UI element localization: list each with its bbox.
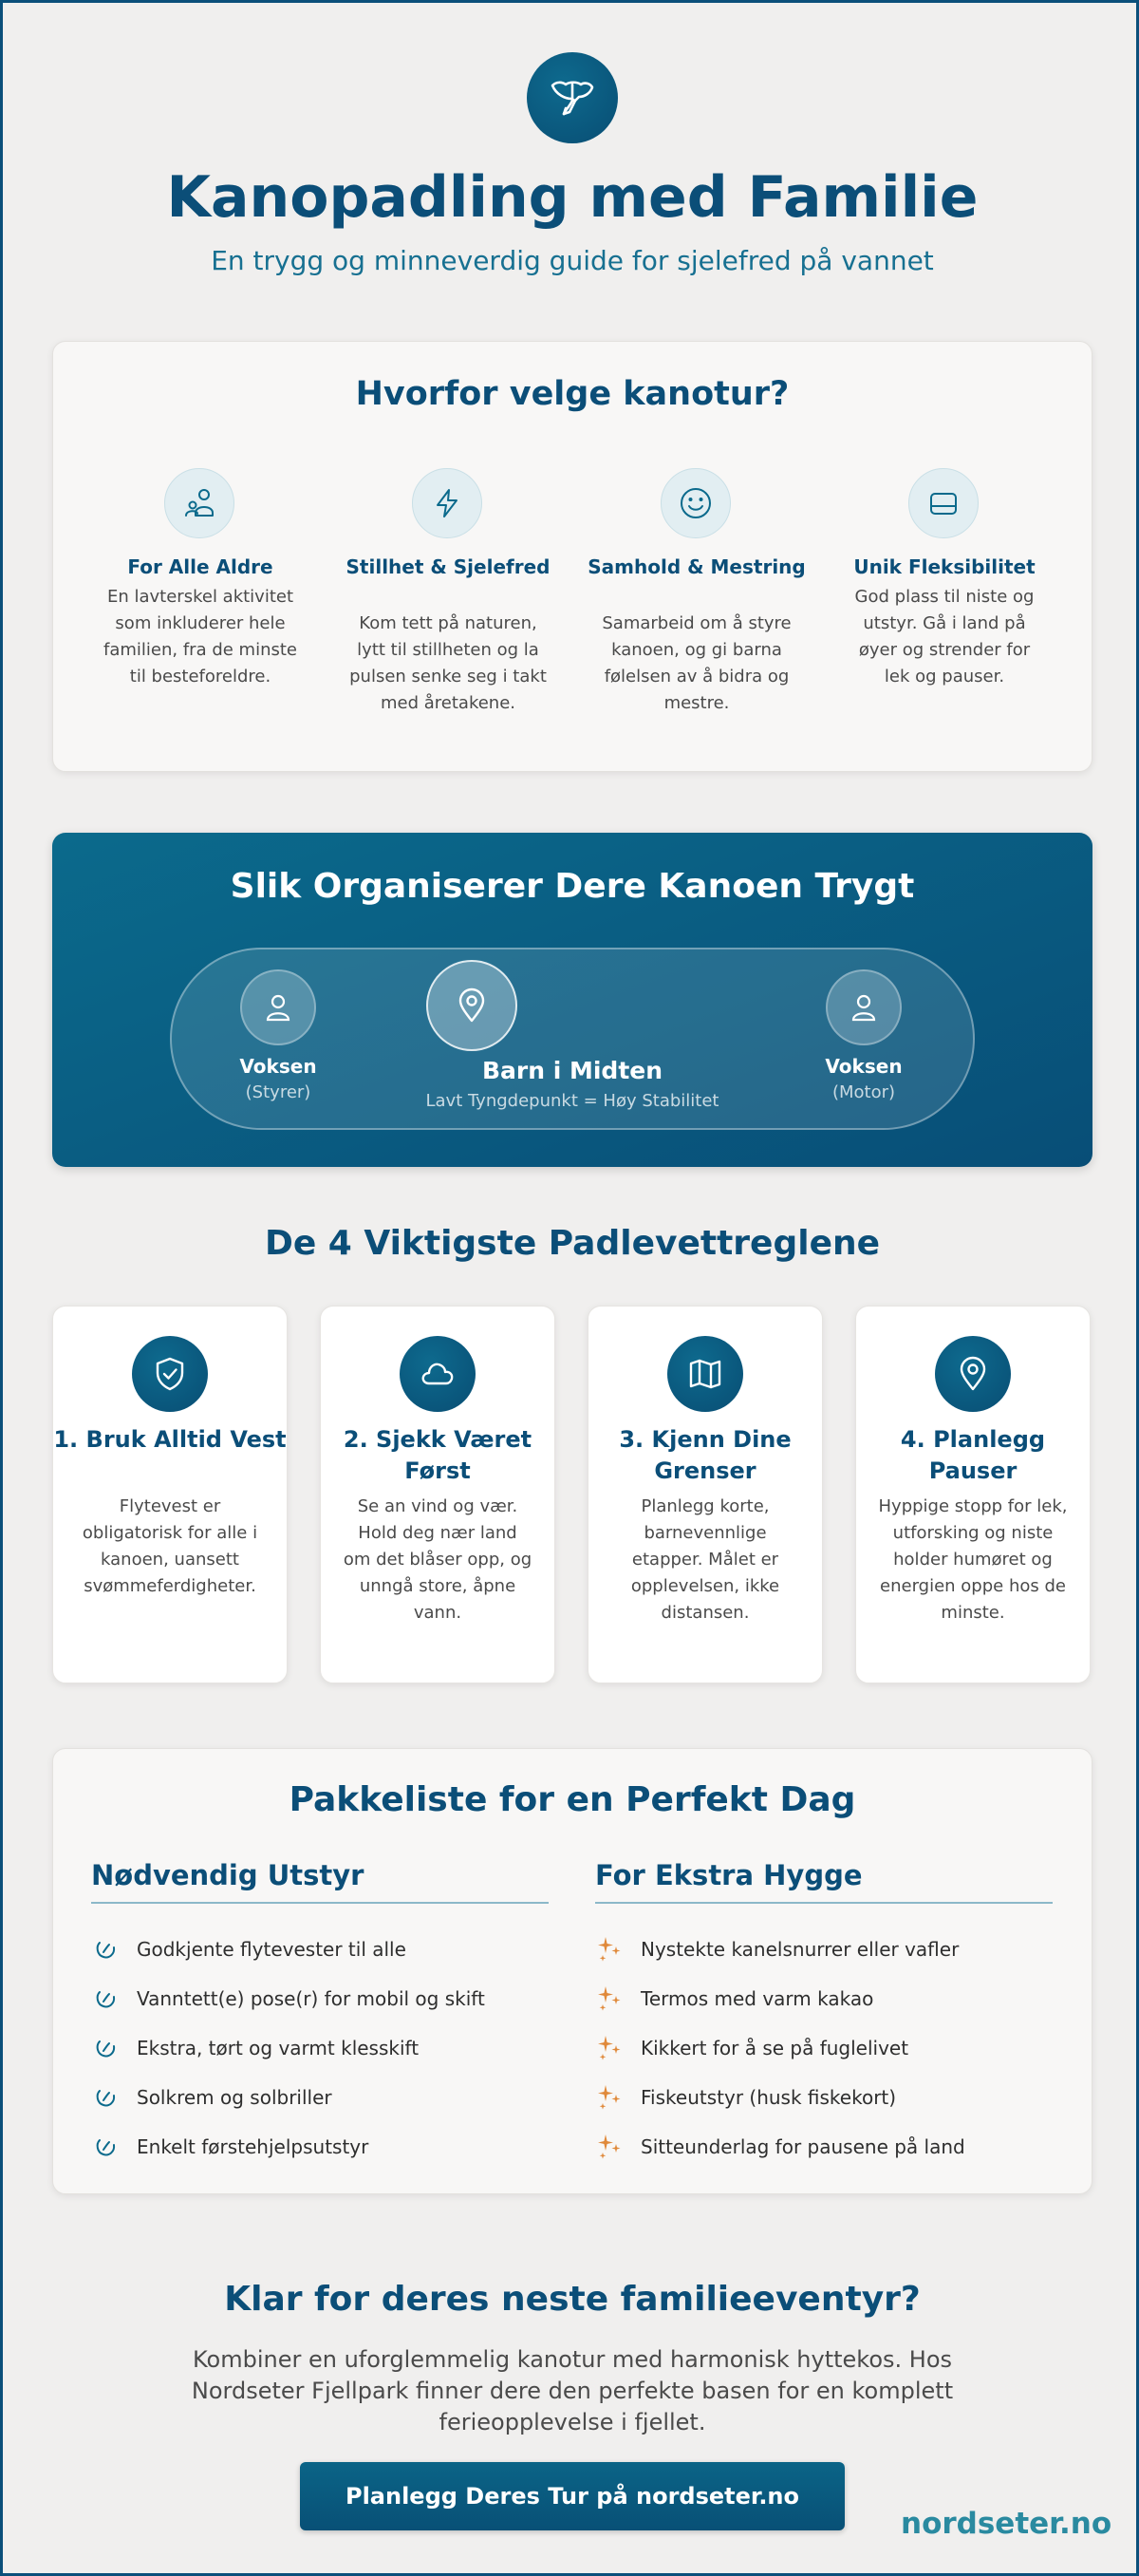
pack-item-label: Nystekte kanelsnurrer eller vafler — [641, 1938, 960, 1961]
extra-divider — [595, 1902, 1053, 1904]
sparkle-icon — [595, 2083, 624, 2112]
map-icon — [667, 1336, 743, 1412]
brand-wordmark: nordseter.no — [901, 2507, 1112, 2541]
child-location-icon — [426, 960, 517, 1051]
why-item-title: Samhold & Mestring — [588, 555, 806, 578]
carabiner-icon — [91, 2083, 120, 2112]
pack-list-item — [91, 2023, 549, 2073]
pack-item-label: Enkelt førstehjelpsutstyr — [137, 2135, 369, 2158]
carabiner-icon — [91, 2034, 120, 2062]
canoe-logo-icon — [527, 52, 618, 143]
pack-list-item — [595, 2023, 1053, 2073]
middle-position-role: Lavt Tyngdepunkt = Høy Stabilitet — [425, 1091, 719, 1111]
shield-check-icon — [132, 1336, 208, 1412]
rule-title: 3. Kjenn Dine Grenser — [619, 1426, 792, 1484]
middle-position-name: Barn i Midten — [481, 1057, 663, 1084]
rule-title: 2. Sjekk Været Først — [343, 1426, 532, 1484]
pack-item-label: Vanntett(e) pose(r) for mobil og skift — [137, 1987, 485, 2010]
back-position-role: (Motor) — [831, 1082, 896, 1102]
carabiner-icon — [91, 1935, 120, 1964]
cooler-icon — [908, 468, 979, 538]
why-item-text: En lavterskel aktivitet som inkluderer hele familien, fra de minste til besteforeldre. — [103, 587, 297, 686]
cloud-icon — [400, 1336, 476, 1412]
back-position-name: Voksen — [825, 1055, 903, 1078]
cta-title: Klar for deres neste familieeventyr? — [224, 2280, 921, 2319]
front-position-role: (Styrer) — [245, 1082, 311, 1102]
cta-text: Kombiner en uforglemmelig kanotur med harmonisk hyttekos. Hos Nordseter Fjellpark finner dere den perfekte basen for en komplett ferieopplevelse i fjellet. — [191, 2346, 954, 2435]
pack-item-label: Termos med varm kakao — [641, 1987, 874, 2010]
pack-list-item — [595, 1925, 1053, 1974]
pack-list-item — [91, 1974, 549, 2023]
back-adult-icon — [826, 969, 902, 1045]
lightning-icon — [412, 468, 482, 538]
why-item-title: Stillhet & Sjelefred — [345, 555, 551, 578]
rule-text: Se an vind og vær. Hold deg nær land om det blåser opp, og unngå store, åpne vann. — [343, 1496, 532, 1623]
front-position-name: Voksen — [239, 1055, 317, 1078]
pack-list-item — [91, 2073, 549, 2122]
sparkle-icon — [595, 1935, 624, 1964]
rule-text: Flytevest er obligatorisk for alle i kanoen, uansett svømmeferdigheter. — [82, 1496, 258, 1596]
front-adult-icon — [240, 969, 316, 1045]
carabiner-icon — [91, 2133, 120, 2161]
extra-list — [595, 1925, 1053, 2172]
pack-item-label: Fiskeutstyr (husk fiskekort) — [641, 2086, 897, 2109]
essential-list — [91, 1925, 549, 2172]
why-item-text: Kom tett på naturen, lytt til stillheten og la pulsen senke seg i takt med åretakene. — [349, 613, 547, 713]
why-item-text: Samarbeid om å styre kanoen, og gi barna følelsen av å bidra og mestre. — [602, 613, 792, 713]
pack-list-item — [91, 1925, 549, 1974]
pack-item-label: Ekstra, tørt og varmt klesskift — [137, 2037, 420, 2059]
organize-section-title: Slik Organiserer Dere Kanoen Trygt — [230, 867, 915, 906]
map-pin-icon — [935, 1336, 1011, 1412]
rule-text: Hyppige stopp for lek, utforsking og niste holder humøret og energien oppe hos de minste. — [878, 1496, 1068, 1623]
page-title: Kanopadling med Familie — [166, 164, 979, 231]
why-item-title: For Alle Aldre — [127, 555, 273, 578]
pack-item-label: Kikkert for å se på fuglelivet — [641, 2037, 909, 2059]
pack-item-label: Solkrem og solbriller — [137, 2086, 332, 2109]
rule-title: 1. Bruk Alltid Vest — [53, 1426, 287, 1453]
pack-list-item — [595, 2073, 1053, 2122]
sparkle-icon — [595, 2034, 624, 2062]
why-section-title: Hvorfor velge kanotur? — [355, 375, 790, 413]
why-item-text: God plass til niste og utstyr. Gå i land på øyer og strender for lek og pauser. — [854, 587, 1035, 686]
pack-list-item — [91, 2122, 549, 2172]
smile-icon — [661, 468, 731, 538]
rule-title: 4. Planlegg Pauser — [900, 1426, 1046, 1484]
extra-column-title: For Ekstra Hygge — [595, 1859, 863, 1891]
sparkle-icon — [595, 1984, 624, 2013]
sparkle-icon — [595, 2133, 624, 2161]
why-item-title: Unik Fleksibilitet — [853, 555, 1036, 578]
pack-list-item — [595, 1974, 1053, 2023]
essential-column-title: Nødvendig Utstyr — [91, 1859, 364, 1891]
pack-list-item — [595, 2122, 1053, 2172]
carabiner-icon — [91, 1984, 120, 2013]
page-subtitle: En trygg og minneverdig guide for sjelefred på vannet — [211, 245, 934, 276]
rule-text: Planlegg korte, barnevennlige etapper. Målet er opplevelsen, ikke distansen. — [630, 1496, 780, 1623]
family-icon — [164, 468, 234, 538]
pack-item-label: Sitteunderlag for pausene på land — [641, 2135, 965, 2158]
plan-trip-button[interactable]: Planlegg Deres Tur på nordseter.no — [300, 2462, 845, 2530]
essential-divider — [91, 1902, 549, 1904]
rules-section-title: De 4 Viktigste Padlevettreglene — [264, 1224, 881, 1263]
packlist-section-title: Pakkeliste for en Perfekt Dag — [289, 1780, 856, 1819]
pack-item-label: Godkjente flytevester til alle — [137, 1938, 406, 1961]
